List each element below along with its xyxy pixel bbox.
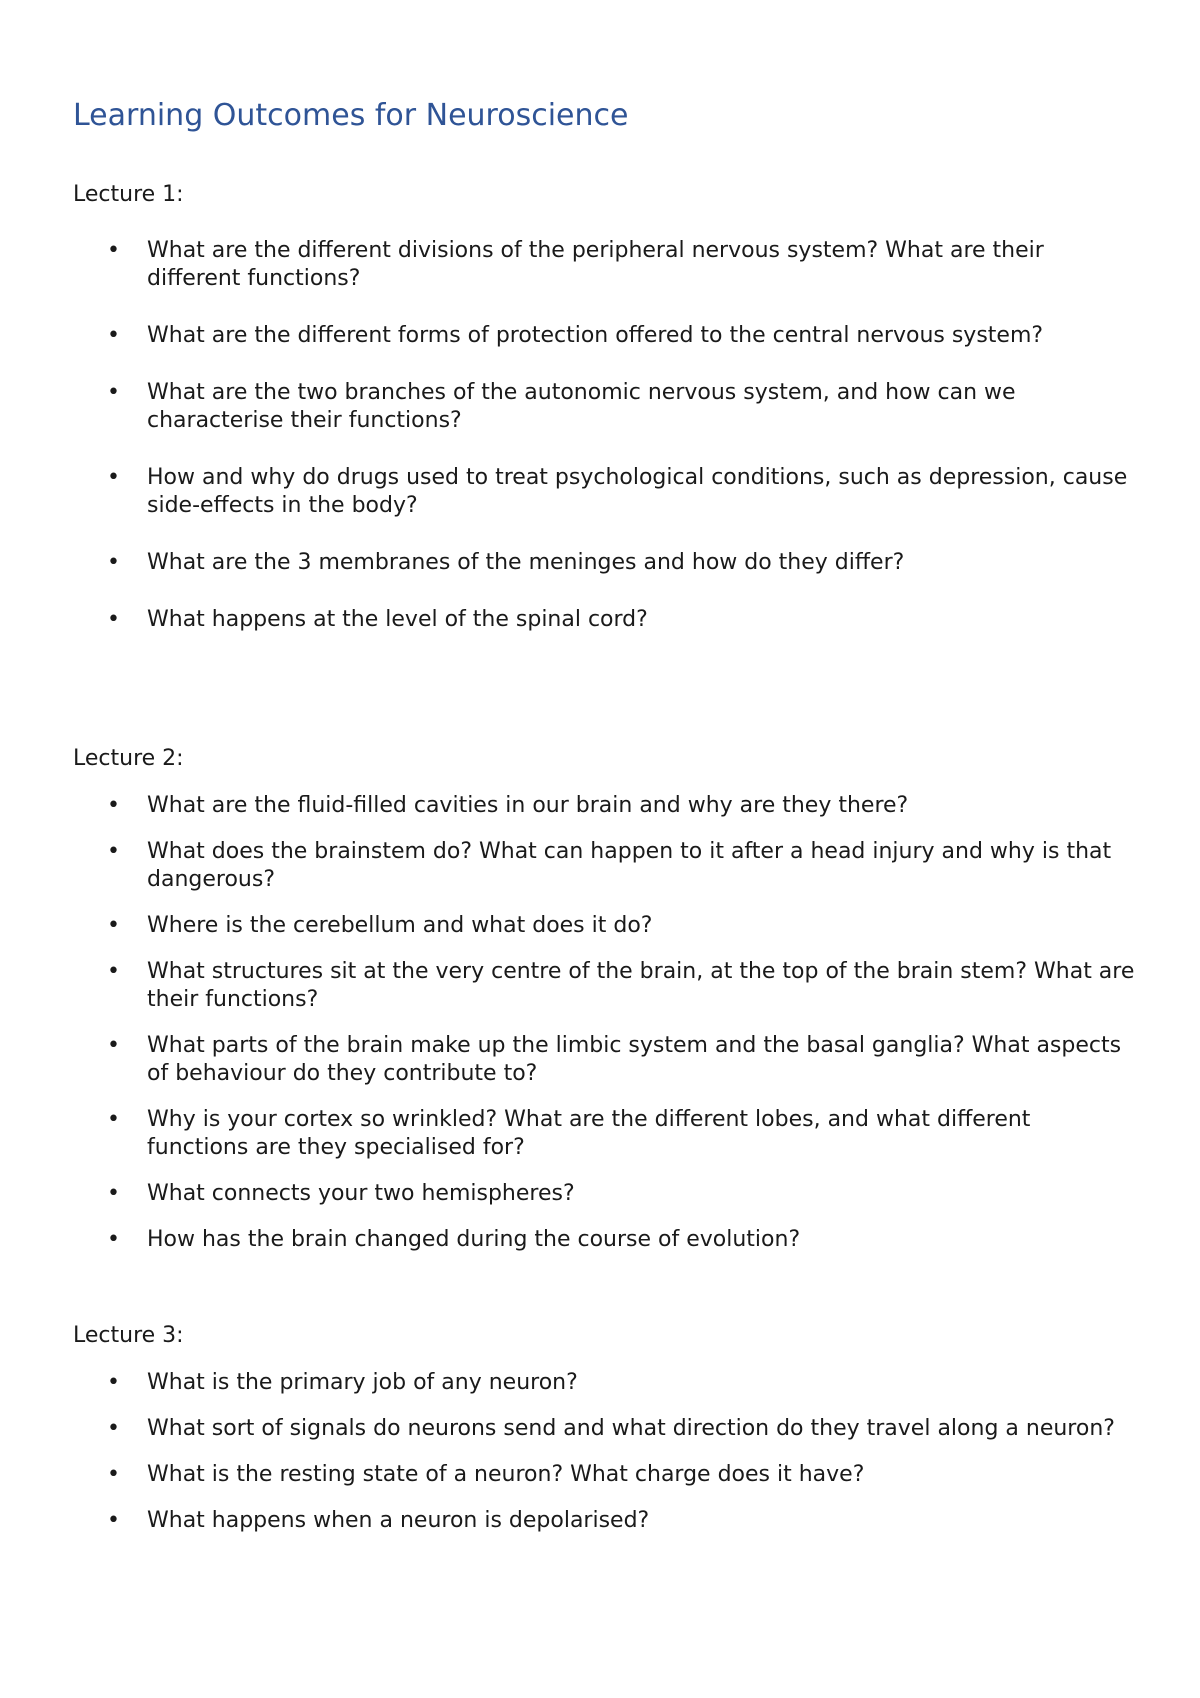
list-item [0,1032,1137,1088]
list-item-text: What are the different forms of protection offered to the central nervous system? [147,323,1044,348]
list-item [0,912,1137,940]
list-item [0,549,1137,577]
bullet-icon: • [107,1508,120,1533]
bullet-icon: • [107,1462,120,1487]
list-item [0,838,1137,894]
bullet-icon: • [107,1033,120,1058]
bullet-icon: • [107,913,120,938]
bullet-icon: • [107,839,120,864]
section-label-lecture-1: Lecture 1: [73,182,184,207]
bullet-icon: • [107,793,120,818]
section-label-lecture-2: Lecture 2: [73,746,184,771]
list-item [0,606,1137,634]
bullet-icon: • [107,323,120,348]
bullet-icon: • [107,1370,120,1395]
outcome-list-lecture-2 [0,792,1137,1272]
list-item [0,792,1137,820]
list-item-text: What is the resting state of a neuron? What charge does it have? [147,1462,865,1487]
outcome-list-lecture-3 [0,1369,1137,1553]
list-item [0,1415,1137,1443]
list-item [0,1226,1137,1254]
bullet-icon: • [107,607,120,632]
list-item [0,958,1137,1014]
list-item [0,322,1137,350]
list-item-text: How has the brain changed during the course of evolution? [147,1227,801,1252]
list-item-text: What connects your two hemispheres? [147,1181,575,1206]
bullet-icon: • [107,550,120,575]
list-item [0,1461,1137,1489]
outcome-list-lecture-1 [0,237,1137,663]
list-item-text: What parts of the brain make up the limbic system and the basal ganglia? What aspects of behaviour do they contribute to? [147,1033,1122,1086]
bullet-icon: • [107,380,120,405]
list-item-text: How and why do drugs used to treat psychological conditions, such as depression, cause side-effects in the body? [147,465,1128,518]
list-item-text: What does the brainstem do? What can happen to it after a head injury and why is that dangerous? [147,839,1112,892]
bullet-icon: • [107,1181,120,1206]
list-item-text: What happens when a neuron is depolarised? [147,1508,650,1533]
bullet-icon: • [107,238,120,263]
list-item-text: What are the 3 membranes of the meninges and how do they differ? [147,550,905,575]
list-item-text: What structures sit at the very centre of the brain, at the top of the brain stem? What are their functions? [147,959,1135,1012]
bullet-icon: • [107,1227,120,1252]
list-item-text: What is the primary job of any neuron? [147,1370,578,1395]
list-item-text: What are the two branches of the autonomic nervous system, and how can we characterise their functions? [147,380,1016,433]
bullet-icon: • [107,959,120,984]
section-label-lecture-3: Lecture 3: [73,1323,184,1348]
list-item-text: What are the different divisions of the peripheral nervous system? What are their different functions? [147,238,1044,291]
list-item-text: What happens at the level of the spinal cord? [147,607,648,632]
list-item [0,237,1137,293]
bullet-icon: • [107,1416,120,1441]
list-item-text: Why is your cortex so wrinkled? What are the different lobes, and what different functions are they specialised for? [147,1107,1031,1160]
bullet-icon: • [107,465,120,490]
list-item [0,1180,1137,1208]
list-item [0,1369,1137,1397]
list-item [0,464,1137,520]
list-item [0,1106,1137,1162]
list-item [0,1507,1137,1535]
bullet-icon: • [107,1107,120,1132]
list-item-text: What are the fluid-filled cavities in our brain and why are they there? [147,793,909,818]
list-item-text: Where is the cerebellum and what does it do? [147,913,653,938]
list-item-text: What sort of signals do neurons send and what direction do they travel along a neuron? [147,1416,1115,1441]
list-item [0,379,1137,435]
document-title: Learning Outcomes for Neuroscience [73,98,629,133]
